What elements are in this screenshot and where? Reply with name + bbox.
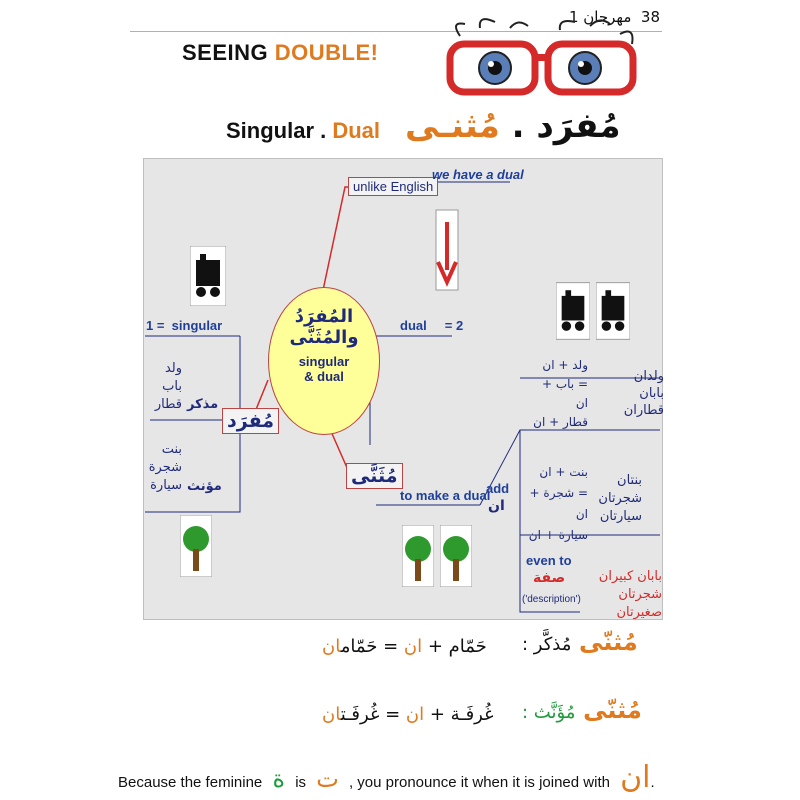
masc-label: مذكر — [187, 397, 219, 412]
center-arabic-1: المُفرَدُ — [294, 306, 354, 327]
masc-result: ولدان — [633, 369, 664, 384]
train-icon — [556, 281, 590, 341]
masc-formula: ولد + ان — [542, 358, 588, 372]
even-to-label: even to — [526, 553, 572, 568]
example-dual-label: مُثنّى — [579, 628, 638, 656]
adjective-examples — [582, 568, 662, 622]
example-row-2-formula — [322, 704, 494, 725]
fem-result: بنتان — [617, 473, 642, 488]
unlike-english-label: unlike English — [353, 179, 434, 194]
page-number: 38 — [640, 8, 660, 26]
example-row-1-formula — [322, 636, 487, 657]
arabic-dual-label: مُثنـى — [405, 106, 500, 146]
tree-icon — [440, 525, 472, 587]
masc-formula: = باب + ان — [541, 377, 588, 410]
fem-word: سيارة — [150, 478, 182, 493]
masc-result-list — [622, 368, 664, 419]
example-gender-label: مُذكَّر : — [522, 634, 572, 655]
example-row-1-label — [522, 628, 638, 656]
center-arabic-2: والمُثَنَّى — [289, 327, 359, 348]
fem-result: سيارتان — [599, 509, 642, 524]
formula-suffix: ان — [405, 704, 425, 725]
ta-letter: ت — [316, 765, 339, 793]
tree-icon — [180, 515, 212, 577]
footer-part1: Because the feminine — [118, 774, 263, 791]
adjective-example: بابان كبيران — [598, 569, 662, 584]
fem-formula: = شجرة + ان — [529, 486, 588, 521]
book-title: مهرجان 1 — [568, 8, 632, 26]
masc-result: قطاران — [623, 403, 664, 418]
arabic-singular-label: مُفرَد . — [499, 106, 621, 146]
formula-part: غُرفَـة + — [424, 704, 494, 725]
footer-sentence — [118, 760, 655, 795]
adjective-arabic: صفة — [533, 570, 566, 586]
add-arabic: ان — [488, 498, 505, 514]
train-icon — [596, 281, 630, 341]
to-make-dual: to make a dual — [400, 488, 491, 503]
singular-label: Singular . — [226, 118, 333, 143]
formula-suffix: ان — [322, 636, 341, 657]
adjective-example: شجرتان صغيرتان — [616, 587, 662, 620]
title-part1: SEEING — [182, 40, 275, 65]
fem-formula-list — [528, 462, 588, 546]
formula-suffix: ان — [322, 704, 341, 725]
fem-word-list — [148, 441, 182, 495]
formula-part: حَمّام + — [422, 636, 487, 657]
example-dual-label: مُثنّى — [583, 696, 642, 724]
center-english-1: singular — [298, 354, 350, 369]
footer-end: . — [650, 774, 655, 791]
fem-word: شجرة — [148, 460, 182, 475]
fem-formula: بنت + ان — [539, 465, 588, 479]
masc-formula-list — [528, 356, 588, 432]
example-gender-label: مُؤَنَّث : — [522, 702, 576, 723]
ta-marbuta: ة — [272, 765, 286, 793]
masc-result: بابان — [639, 386, 664, 401]
mufrad-box: مُفرَد — [222, 408, 279, 434]
fem-word: بنت — [161, 442, 182, 457]
example-row-2-label — [522, 696, 642, 724]
fem-result: شجرتان — [598, 491, 642, 506]
alif-nun: ان — [620, 760, 651, 795]
formula-suffix: ان — [403, 636, 423, 657]
masc-word: باب — [162, 379, 182, 394]
right-header: dual = 2 — [400, 318, 464, 333]
add-label: add — [486, 481, 510, 496]
center-english-2: & dual — [304, 369, 344, 384]
fem-label: مؤنث — [187, 479, 222, 494]
formula-part: = غُرفَـت — [340, 704, 406, 725]
masc-word: قطار — [154, 397, 182, 412]
formula-part: = حَمّام — [340, 636, 404, 657]
masc-formula: قطار + ان — [533, 415, 588, 429]
left-header: 1 = singular — [146, 318, 223, 333]
fem-result-list — [600, 472, 642, 526]
unlike-english-box — [348, 177, 438, 196]
footer-part2: , you pronounce it when it is joined with — [348, 774, 610, 791]
tree-icon — [402, 525, 434, 587]
top-note: we have a dual — [432, 167, 524, 182]
fem-formula: سيارة + ان — [528, 528, 588, 542]
center-ellipse — [268, 287, 380, 435]
train-icon — [190, 246, 226, 306]
masc-word-list — [148, 360, 182, 414]
footer-is: is — [295, 774, 307, 791]
dual-label: Dual — [332, 118, 381, 143]
masc-word: ولد — [164, 361, 182, 376]
muthanna-box: مُثَنَّى — [346, 463, 403, 489]
description-label: ('description') — [522, 594, 581, 605]
title-part2: DOUBLE! — [274, 40, 379, 65]
